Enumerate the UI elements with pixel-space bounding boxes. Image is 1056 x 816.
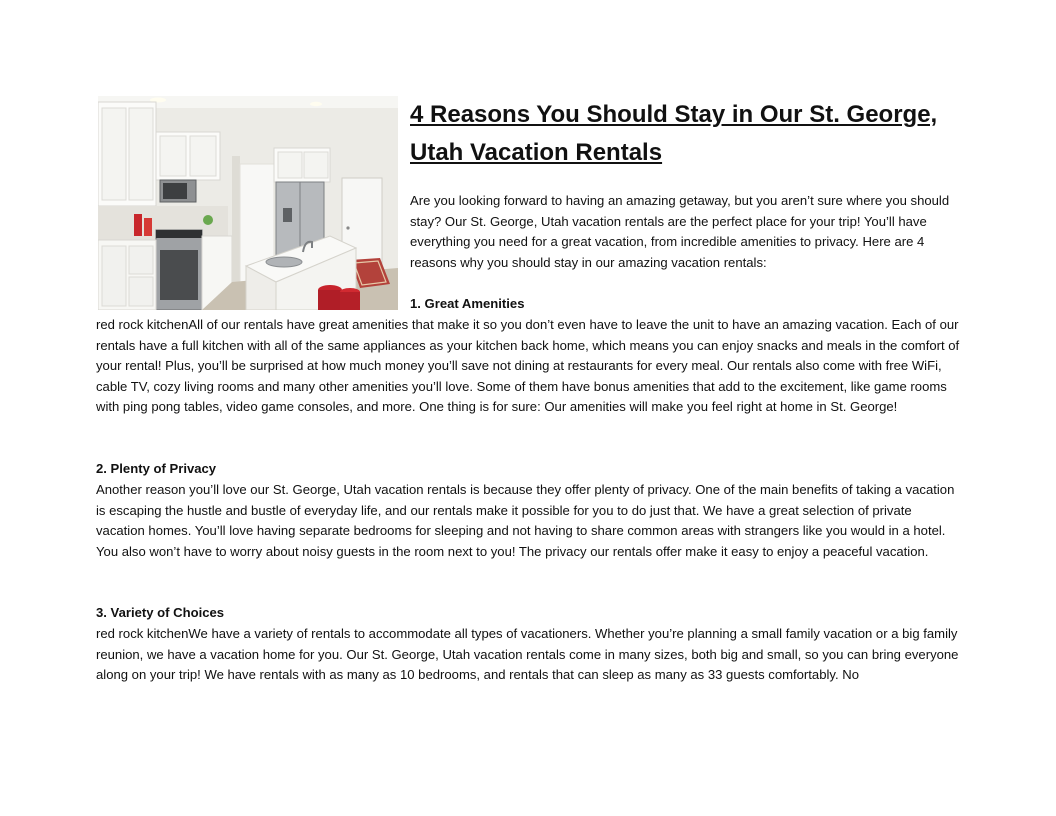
- section-body-privacy: Another reason you’ll love our St. George, Utah vacation rentals is because they offer plenty of privacy. One of the main benefits of taking a vacation is escaping the hustle and bustle of everyday life, and our rentals make it possible for you to do just that. We have a great selection of private vacation homes. You’ll love having separate bedrooms for sleeping and not having to share common areas with strangers like you would in a hotel. You also won’t have to worry about noisy guests in the room next to you! The privacy our rentals offer make it easy to enjoy a peaceful vacation.: [96, 482, 955, 559]
- kitchen-photo: [98, 96, 398, 310]
- section-heading-amenities: 1. Great Amenities: [410, 296, 525, 311]
- intro-paragraph: Are you looking forward to having an amazing getaway, but you aren’t sure where you should stay? Our St. George, Utah vacation rentals are the perfect place for your trip! You’ll have everything you need for a great vacation, from incredible amenities to privacy. Here are 4 reasons why you should stay in our amazing vacation rentals:: [410, 193, 950, 270]
- article-title: 4 Reasons You Should Stay in Our St. George, Utah Vacation Rentals: [410, 101, 938, 166]
- section-body-variety: red rock kitchenWe have a variety of rentals to accommodate all types of vacationers. Whether you’re planning a small family vacation or a big family reunion, we have a vacation home for you. Our St. George, Utah vacation rentals come in many sizes, both big and small, so you can bring everyone along on your trip! We have rentals with as many as 10 bedrooms, and rentals that can sleep as many as 33 guests comfortably. No: [96, 626, 959, 683]
- section-body-amenities: red rock kitchenAll of our rentals have great amenities that make it so you don’t even have to leave the unit to have an amazing vacation. Each of our rentals have a full kitchen with all of the same appliances as your kitchen back home, which means you can enjoy snacks and meals in the comfort of your rental! Plus, you’ll be surprised at how much money you’ll save not dining at restaurants for every meal. Our rentals also come with free WiFi, cable TV, cozy living rooms and many other amenities you’ll love. Some of them have bonus amenities that add to the excitement, like game rooms with ping pong tables, video game consoles, and more. One thing is for sure: Our amenities will make you feel right at home in St. George!: [96, 317, 960, 415]
- section-heading-variety: 3. Variety of Choices: [96, 605, 225, 620]
- section-heading-privacy: 2. Plenty of Privacy: [96, 461, 217, 476]
- kitchen-illustration: [98, 96, 398, 310]
